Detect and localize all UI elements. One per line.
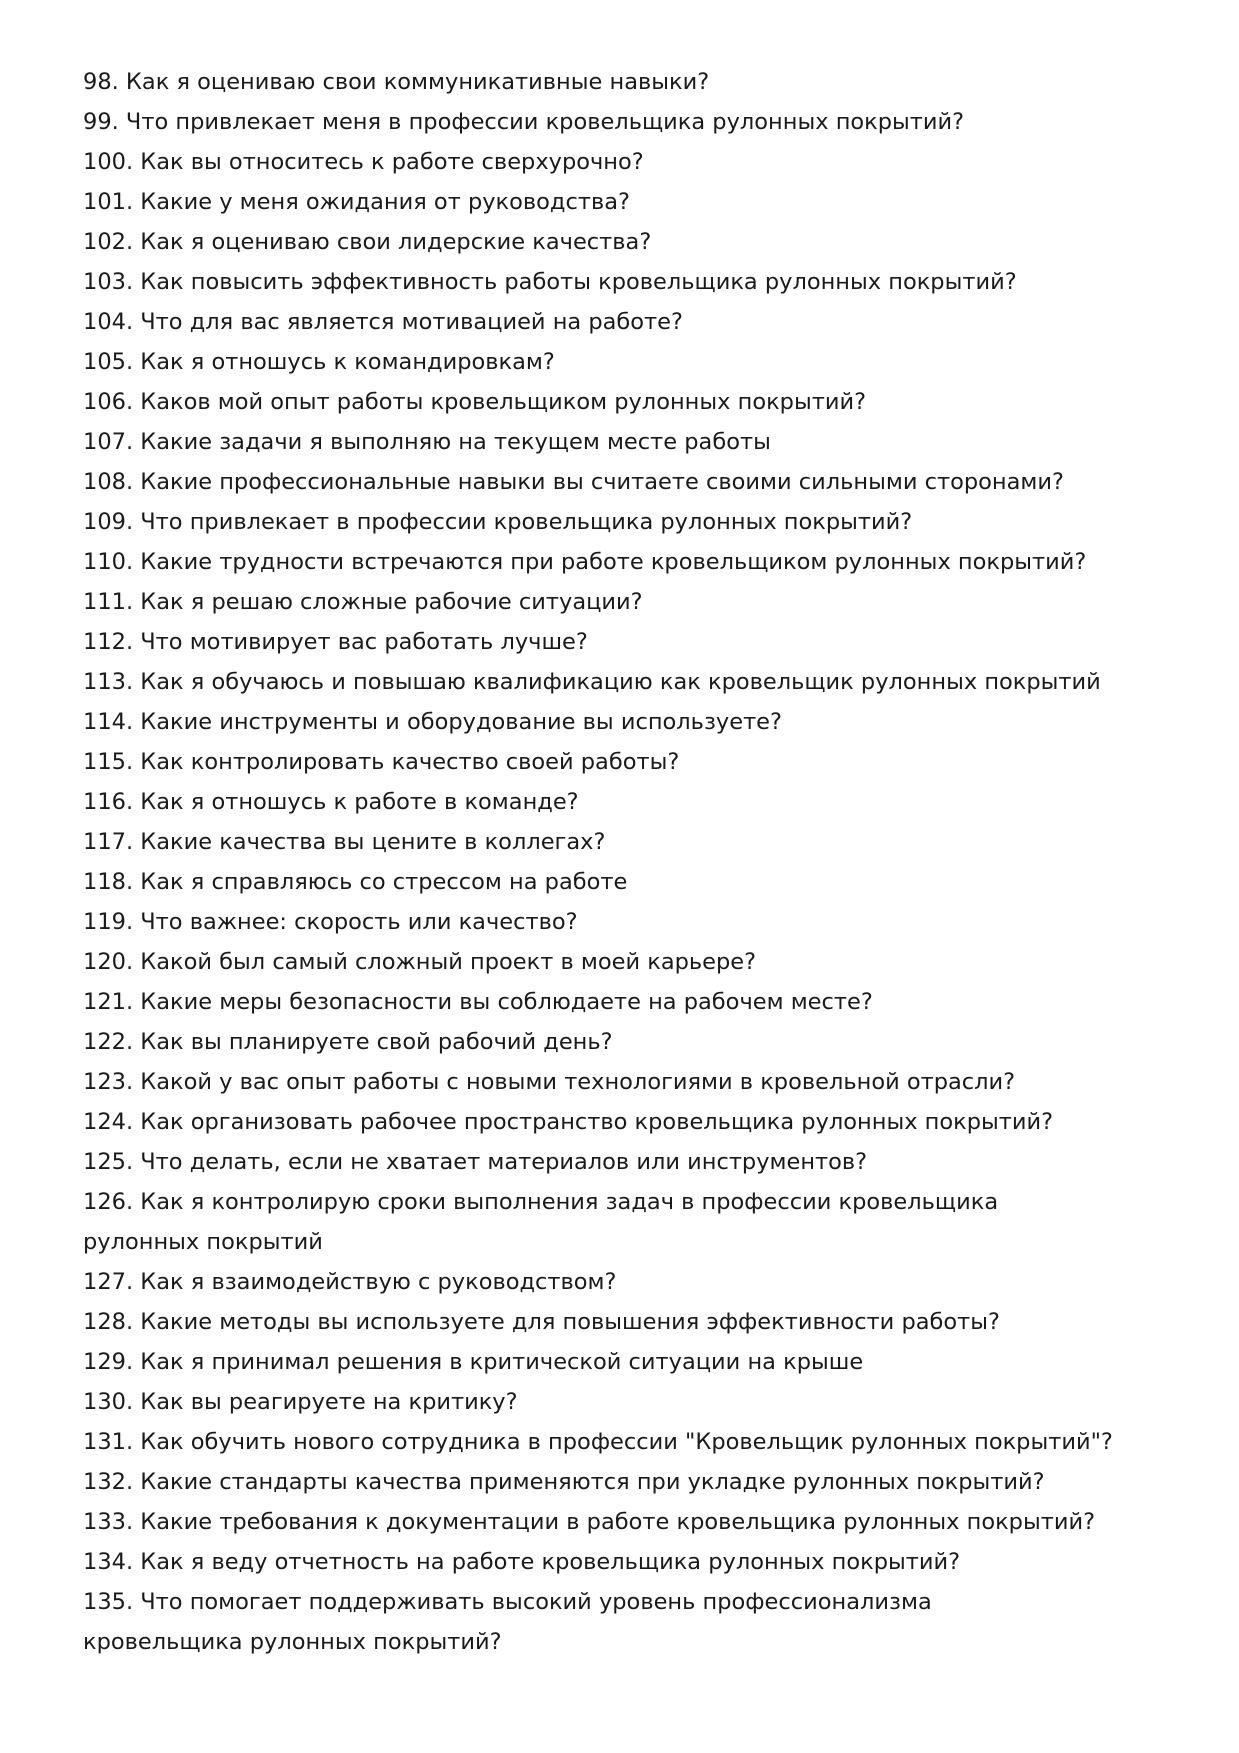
- list-item: 103. Как повысить эффективность работы кровельщика рулонных покрытий?: [83, 269, 1017, 295]
- question-list: [83, 62, 1123, 1662]
- list-item: 121. Какие меры безопасности вы соблюдаете на рабочем месте?: [83, 989, 873, 1015]
- list-item: 133. Какие требования к документации в работе кровельщика рулонных покрытий?: [83, 1509, 1096, 1535]
- list-item: 132. Какие стандарты качества применяются при укладке рулонных покрытий?: [83, 1469, 1045, 1495]
- list-item: 112. Что мотивирует вас работать лучше?: [83, 629, 588, 655]
- list-item: 99. Что привлекает меня в профессии кровельщика рулонных покрытий?: [83, 109, 965, 135]
- list-item: 116. Как я отношусь к работе в команде?: [83, 789, 579, 815]
- list-item: 123. Какой у вас опыт работы с новыми технологиями в кровельной отрасли?: [83, 1069, 1016, 1095]
- list-item: 102. Как я оцениваю свои лидерские качества?: [83, 229, 652, 255]
- list-item: 98. Как я оцениваю свои коммуникативные навыки?: [83, 69, 710, 95]
- list-item: 124. Как организовать рабочее пространство кровельщика рулонных покрытий?: [83, 1109, 1054, 1135]
- list-item: 128. Какие методы вы используете для повышения эффективности работы?: [83, 1309, 1000, 1335]
- list-item: 122. Как вы планируете свой рабочий день?: [83, 1029, 613, 1055]
- list-item: 111. Как я решаю сложные рабочие ситуации?: [83, 589, 643, 615]
- list-item: 105. Как я отношусь к командировкам?: [83, 349, 555, 375]
- list-item: 108. Какие профессиональные навыки вы считаете своими сильными сторонами?: [83, 469, 1064, 495]
- list-item: 117. Какие качества вы цените в коллегах?: [83, 829, 606, 855]
- list-item: 114. Какие инструменты и оборудование вы используете?: [83, 709, 782, 735]
- list-item: 131. Как обучить нового сотрудника в профессии "Кровельщик рулонных покрытий"?: [83, 1429, 1113, 1455]
- list-item: 126. Как я контролирую сроки выполнения задач в профессии кровельщика рулонных покрытий: [83, 1189, 999, 1255]
- list-item: 104. Что для вас является мотивацией на работе?: [83, 309, 683, 335]
- list-item: 119. Что важнее: скорость или качество?: [83, 909, 578, 935]
- list-item: 129. Как я принимал решения в критической ситуации на крыше: [83, 1349, 864, 1375]
- list-item: 100. Как вы относитесь к работе сверхурочно?: [83, 149, 644, 175]
- list-item: 115. Как контролировать качество своей работы?: [83, 749, 680, 775]
- list-item: 113. Как я обучаюсь и повышаю квалификацию как кровельщик рулонных покрытий: [83, 669, 1101, 695]
- list-item: 110. Какие трудности встречаются при работе кровельщиком рулонных покрытий?: [83, 549, 1087, 575]
- list-item: 106. Каков мой опыт работы кровельщиком рулонных покрытий?: [83, 389, 867, 415]
- list-item: 130. Как вы реагируете на критику?: [83, 1389, 518, 1415]
- list-item: 109. Что привлекает в профессии кровельщика рулонных покрытий?: [83, 509, 913, 535]
- list-item: 107. Какие задачи я выполняю на текущем месте работы: [83, 429, 771, 455]
- list-item: 127. Как я взаимодействую с руководством?: [83, 1269, 617, 1295]
- list-item: 134. Как я веду отчетность на работе кровельщика рулонных покрытий?: [83, 1549, 961, 1575]
- list-item: 120. Какой был самый сложный проект в моей карьере?: [83, 949, 757, 975]
- list-item: 101. Какие у меня ожидания от руководства?: [83, 189, 630, 215]
- list-item: 118. Как я справляюсь со стрессом на работе: [83, 869, 628, 895]
- list-item: 135. Что помогает поддерживать высокий уровень профессионализма кровельщика рулонных покрытий?: [83, 1589, 932, 1655]
- list-item: 125. Что делать, если не хватает материалов или инструментов?: [83, 1149, 868, 1175]
